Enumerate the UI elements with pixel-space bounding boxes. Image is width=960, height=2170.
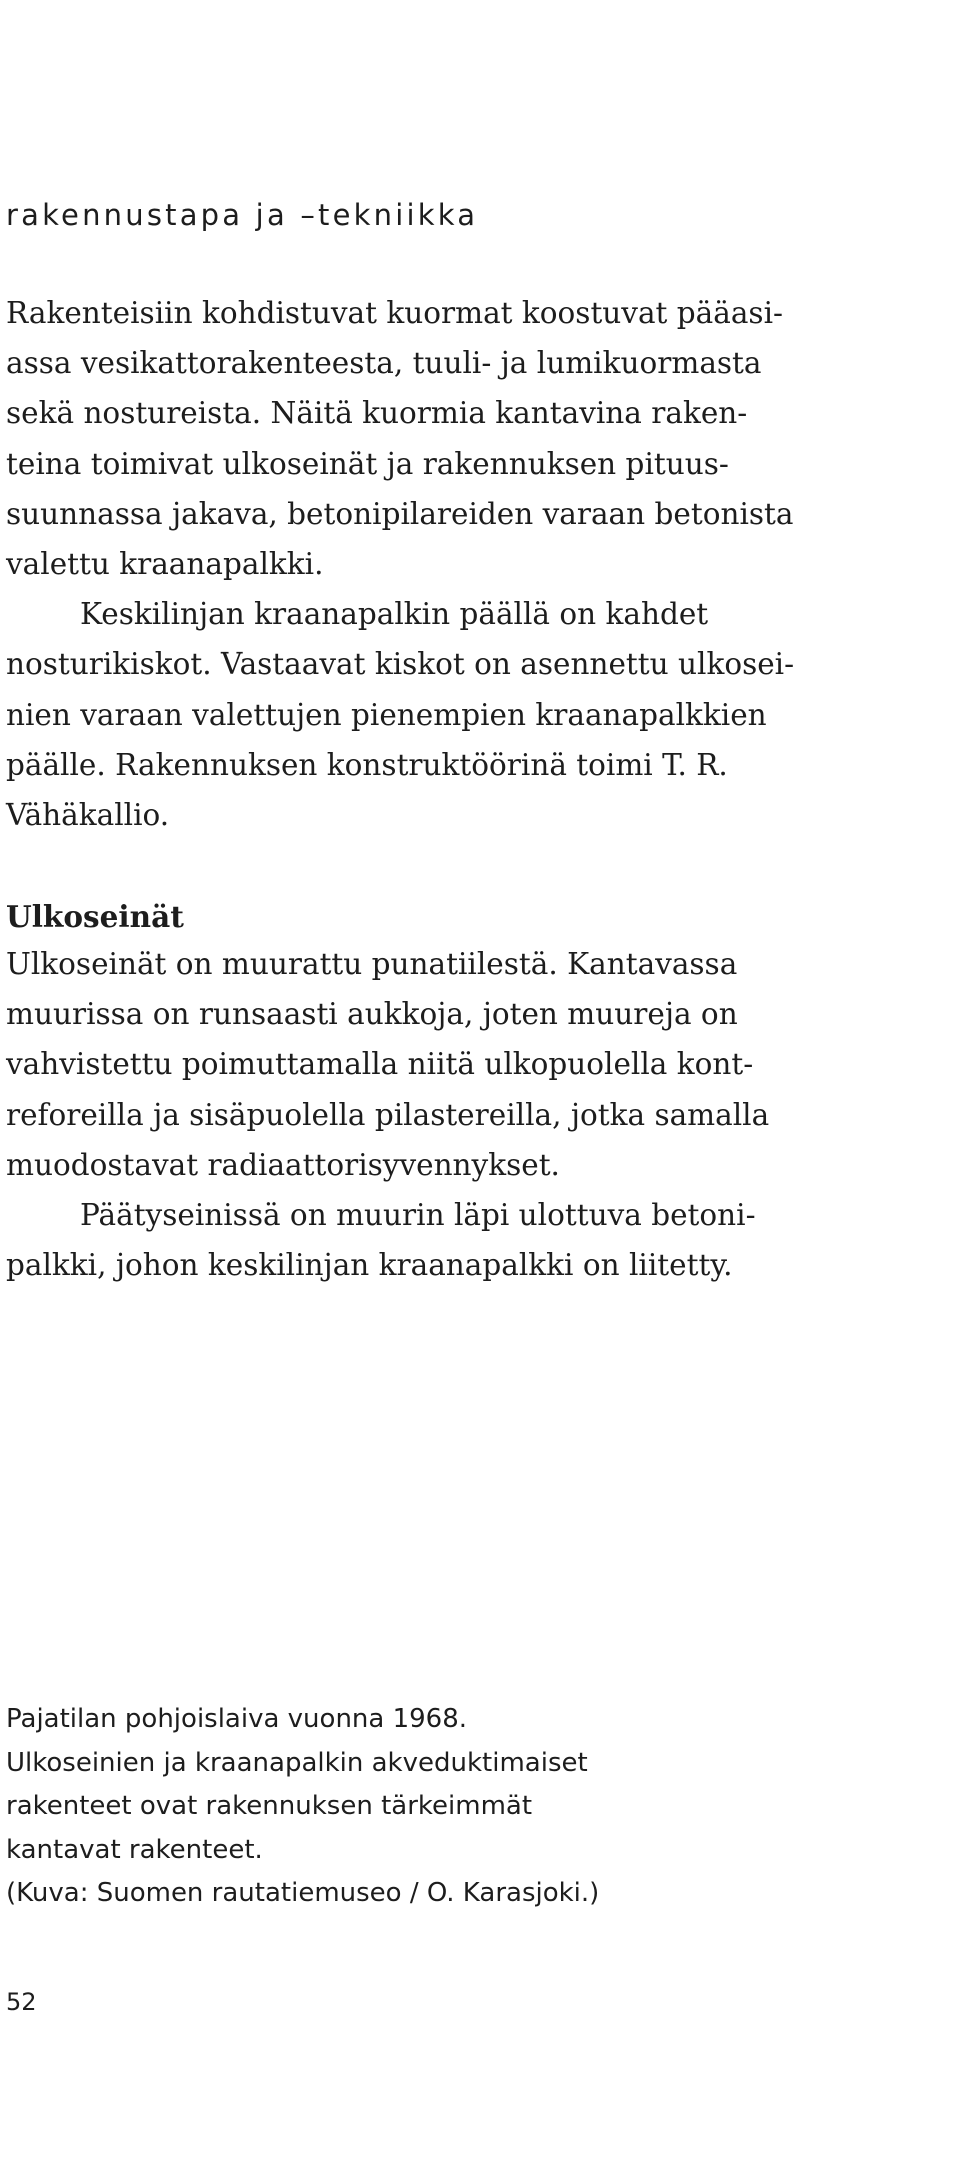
caption-line: (Kuva: Suomen rautatiemuseo / O. Karasjoki.)	[6, 1878, 600, 1908]
text-line: päälle. Rakennuksen konstruktöörinä toimi T. R.	[6, 747, 728, 782]
text-line: valettu kraanapalkki.	[6, 547, 324, 582]
text-line: nien varaan valettujen pienempien kraanapalkkien	[6, 697, 767, 732]
page-number: 52	[6, 1988, 37, 2016]
ulkoseinat-heading: Ulkoseinät	[6, 899, 184, 934]
section-heading: rakennustapa ja –tekniikka	[6, 198, 479, 232]
text-line: sekä nostureista. Näitä kuormia kantavina raken-	[6, 396, 748, 431]
text-line: Rakenteisiin kohdistuvat kuormat koostuvat pääasi-	[6, 296, 783, 330]
ulkoseinat-paragraph	[6, 939, 926, 1290]
text-line: assa vesikattorakenteesta, tuuli- ja lumikuormasta	[6, 346, 762, 381]
text-line: Keskilinjan kraanapalkin päällä on kahdet	[80, 597, 709, 632]
text-line: palkki, johon keskilinjan kraanapalkki on liitetty.	[6, 1248, 733, 1283]
text-line: muodostavat radiaattorisyvennykset.	[6, 1147, 560, 1182]
photo-caption	[6, 1698, 599, 1916]
caption-line: rakenteet ovat rakennuksen tärkeimmät	[6, 1791, 533, 1821]
text-line: Vähäkallio.	[6, 798, 170, 833]
text-line: suunnassa jakava, betonipilareiden varaan betonista	[6, 496, 794, 531]
text-line: muurissa on runsaasti aukkoja, joten muureja on	[6, 997, 738, 1032]
caption-line: kantavat rakenteet.	[6, 1834, 263, 1865]
caption-line: Ulkoseinien ja kraanapalkin akveduktimaiset	[6, 1747, 588, 1778]
text-line: reforeilla ja sisäpuolella pilastereilla, jotka samalla	[6, 1097, 770, 1132]
text-line: Päätyseinissä on muurin läpi ulottuva betoni-	[80, 1198, 756, 1233]
text-line: Ulkoseinät on muurattu punatiilestä. Kantavassa	[6, 947, 738, 981]
text-line: vahvistettu poimuttamalla niitä ulkopuolella kont-	[6, 1047, 754, 1082]
text-line: teina toimivat ulkoseinät ja rakennuksen pituus-	[6, 446, 729, 481]
intro-paragraph	[6, 288, 926, 840]
caption-line: Pajatilan pohjoislaiva vuonna 1968.	[6, 1704, 468, 1734]
text-line: nosturikiskot. Vastaavat kiskot on asennettu ulkosei-	[6, 647, 795, 682]
